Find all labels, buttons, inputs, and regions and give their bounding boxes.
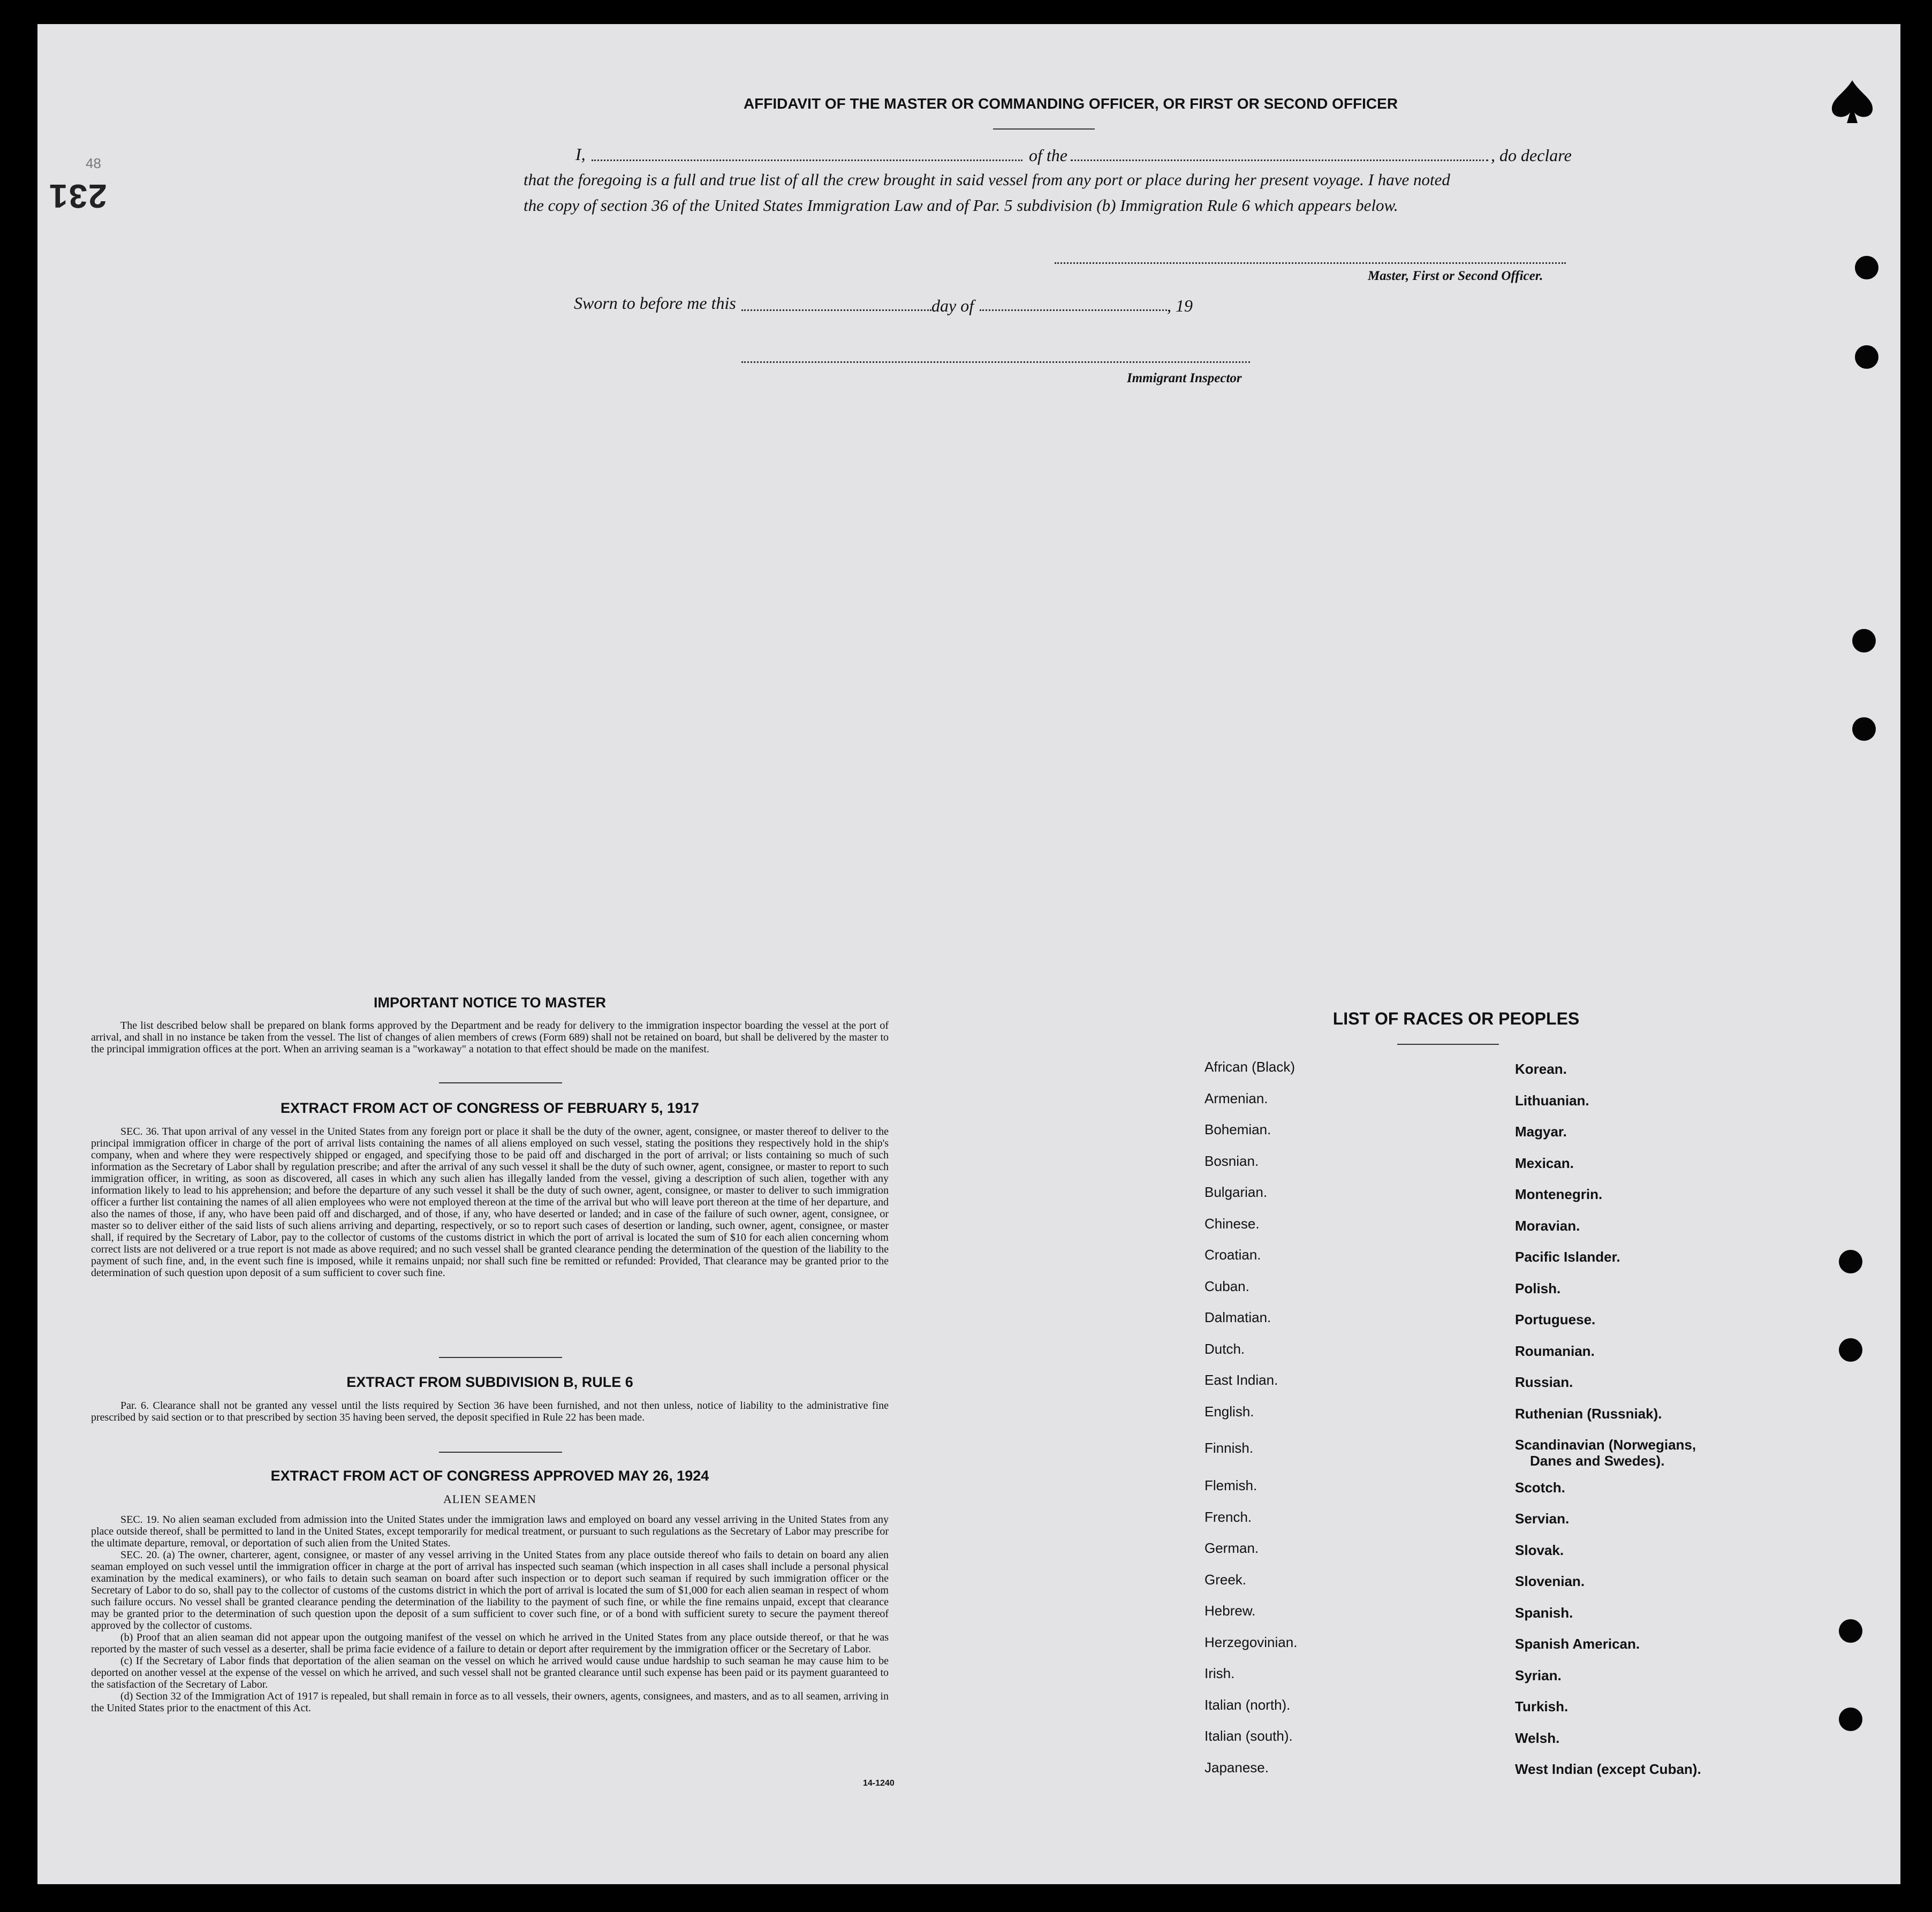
race-item: Roumanian.	[1515, 1343, 1595, 1359]
race-item: Armenian.	[1204, 1090, 1268, 1106]
section-36-paragraph: SEC. 36. That upon arrival of any vessel in the United States from any foreign port or place it shall be the duty of the owner, agent, consignee, or master thereof to deliver to the principal immigration officer in charge of the port of arrival lists containing the names of all aliens employed on such vessel, stating the positions they respectively hold in the ship's company, when and where they were respectively shipped or engaged, and specifying those to be paid off and discharged in the port of arrival; or lists containing so much of such information as the Secretary of Labor shall by regulation prescribe; and after the arrival of any such vessel it shall be the duty of such owner, agent, consignee, or master to report to such immigration officer, in writing, as soon as discovered, all cases in which any such alien has illegally landed from the vessel, giving a description of such alien, together with any information likely to lead to his apprehension; and before the departure of any such vessel it shall be the duty of such owner, agent, consignee, or master to deliver to such immigration officer a further list containing the names of all alien employees who were not employed thereon at the time of the arrival but who will leave port thereon at the time of her departure, and also the names of those, if any, who have been paid off and discharged, and of those, if any, who have deserted or landed; and in case of the failure of such owner, agent, consignee, or master so to deliver either of the said lists of such aliens arriving and departing, respectively, or so to report such cases of desertion or landing, such owner, agent, consignee, or master shall, if required by the Secretary of Labor, pay to the collector of customs of the customs district in which the port of arrival is located the sum of $10 for each alien concerning whom correct lists are not delivered or a true report is not made as above required; and no such vessel shall be granted clearance pending the determination of the question of the liability to the payment of such fine, and, in the event such fine is imposed, while it remains unpaid; nor shall such fine be remitted or refunded: Provided, That clearance may be granted prior to the determination of such question upon deposit of a sum sufficient to cover such fine.	[91, 1126, 889, 1279]
race-item: Polish.	[1515, 1280, 1561, 1296]
race-item: Spanish American.	[1515, 1636, 1640, 1652]
divider	[993, 128, 1095, 130]
inspector-signature-field[interactable]	[741, 361, 1250, 363]
vessel-field[interactable]	[1071, 160, 1488, 161]
race-item: Cuban.	[1204, 1278, 1249, 1294]
race-item: Montenegrin.	[1515, 1186, 1603, 1202]
race-item: Russian.	[1515, 1374, 1573, 1390]
race-item: Ruthenian (Russniak).	[1515, 1406, 1662, 1422]
affidavit-line3: the copy of section 36 of the United States Immigration Law and of Par. 5 subdivision (b) Immigration Rule 6 which appears below.	[524, 196, 1398, 215]
race-item: Bohemian.	[1204, 1121, 1271, 1137]
race-item: Danes and Swedes).	[1530, 1453, 1665, 1469]
section-20c-paragraph: (c) If the Secretary of Labor finds that deportation of the alien seaman on the vessel on which he arrived would cause undue hardship to such seaman he may cause him to be deported on another vessel at the expense of the vessel on which he arrived, and such vessel shall not be granted clearance until such expense has been paid or its payment guaranteed to the satisfaction of the Secretary of Labor.	[91, 1655, 889, 1690]
race-item: Magyar.	[1515, 1124, 1567, 1140]
par-6-paragraph: Par. 6. Clearance shall not be granted any vessel until the lists required by Section 36 have been furnished, and not then unless, notice of liability to the administrative fine prescribed by said section or to that prescribed by section 35 having been served, the deposit specified in Rule 22 has been made.	[91, 1400, 889, 1423]
race-item: Dalmatian.	[1204, 1309, 1271, 1325]
race-item: Pacific Islander.	[1515, 1249, 1620, 1265]
race-item: Irish.	[1204, 1665, 1235, 1681]
binder-hole	[1855, 256, 1878, 279]
spade-mark-icon	[1831, 80, 1874, 123]
binder-hole	[1852, 629, 1876, 652]
inspector-label: Immigrant Inspector	[1127, 371, 1242, 385]
notice-title: IMPORTANT NOTICE TO MASTER	[374, 995, 606, 1011]
race-item: French.	[1204, 1509, 1252, 1525]
race-item: Scandinavian (Norwegians,	[1515, 1437, 1696, 1453]
signature-field[interactable]	[1055, 262, 1566, 264]
race-item: Slovenian.	[1515, 1573, 1585, 1589]
race-item: Korean.	[1515, 1061, 1567, 1077]
divider	[1397, 1044, 1499, 1045]
sworn-month-field[interactable]	[980, 309, 1167, 311]
race-item: Portuguese.	[1515, 1311, 1596, 1327]
section-20d-paragraph: (d) Section 32 of the Immigration Act of 1917 is repealed, but shall remain in force as to all vessels, their owners, agents, consignees, and masters, and as to all seamen, arriving in the United States prior to the enactment of this Act.	[91, 1690, 889, 1714]
race-item: Italian (south).	[1204, 1728, 1293, 1744]
sworn-day-field[interactable]	[741, 309, 931, 311]
races-title: LIST OF RACES OR PEOPLES	[1332, 1009, 1580, 1028]
extract-rule6-title: EXTRACT FROM SUBDIVISION B, RULE 6	[346, 1374, 633, 1390]
race-item: Bosnian.	[1204, 1153, 1259, 1169]
affidavit-of-the: of the	[1029, 146, 1067, 165]
binder-hole	[1839, 1708, 1862, 1731]
race-item: Italian (north).	[1204, 1697, 1291, 1713]
divider	[439, 1082, 562, 1083]
race-item: East Indian.	[1204, 1372, 1278, 1388]
race-item: Servian.	[1515, 1511, 1570, 1527]
race-item: Chinese.	[1204, 1216, 1260, 1232]
binder-hole	[1839, 1338, 1862, 1362]
affidavit-title: AFFIDAVIT OF THE MASTER OR COMMANDING OFFICER, OR FIRST OR SECOND OFFICER	[743, 95, 1398, 112]
race-item: West Indian (except Cuban).	[1515, 1761, 1701, 1777]
race-item: Dutch.	[1204, 1341, 1245, 1357]
race-item: Welsh.	[1515, 1730, 1560, 1746]
section-20a-paragraph: SEC. 20. (a) The owner, charterer, agent, consignee, or master of any vessel arriving in the United States from any place outside thereof who fails to detain on board any alien seaman employed on such vessel until the immigration officer in charge at the port of arrival has inspected such seaman (which inspection in all cases shall include a personal physical examination by the medical examiners), or who fails to detain such seaman on board after such inspection or to deport such seaman if required by such immigration officer or the Secretary of Labor to do so, shall pay to the collector of customs of the customs district in which the port of arrival is located the sum of $1,000 for each alien seaman in respect of whom such failure occurs. No vessel shall be granted clearance pending the determination of the liability to the payment of such fine, or while the fine remains unpaid, except that clearance may be granted prior to the determination of such question upon the deposit of a sum sufficient to cover such fine, or of a bond with sufficient surety to secure the payment thereof approved by the collector of customs.	[91, 1549, 889, 1632]
notice-paragraph: The list described below shall be prepared on blank forms approved by the Department and be ready for delivery to the immigration inspector boarding the vessel at the port of arrival, and shall in no instance be taken from the vessel. The list of changes of alien members of crews (Form 689) shall not be retained on board, but shall be delivered by the master to the principal immigration offices at the port. When an arriving seaman is a "workaway" a notation to that effect should be made on the manifest.	[91, 1020, 889, 1055]
race-item: Moravian.	[1515, 1218, 1580, 1234]
binder-hole	[1855, 345, 1878, 369]
sworn-prefix: Sworn to before me this	[574, 293, 736, 313]
notice-text	[91, 1020, 889, 1055]
race-item: Lithuanian.	[1515, 1092, 1589, 1109]
binder-hole	[1839, 1250, 1862, 1273]
affidavit-i: I,	[575, 145, 586, 164]
race-item: Finnish.	[1204, 1440, 1254, 1456]
race-item: Bulgarian.	[1204, 1184, 1268, 1200]
race-item: African (Black)	[1204, 1059, 1295, 1075]
race-item: English.	[1204, 1403, 1254, 1420]
race-item: Turkish.	[1515, 1698, 1569, 1714]
race-item: Spanish.	[1515, 1605, 1573, 1621]
section-19-paragraph: SEC. 19. No alien seaman excluded from admission into the United States under the immigration laws and employed on board any vessel arriving in the United States from any place outside thereof, shall be permitted to land in the United States, except temporarily for medical treatment, or pursuant to such regulations as the Secretary of Labor may prescribe for the ultimate departure, removal, or deportation of such alien from the United States.	[91, 1514, 889, 1549]
race-item: German.	[1204, 1540, 1259, 1556]
divider	[439, 1452, 562, 1453]
extract-rule6-text	[91, 1400, 889, 1423]
race-item: Mexican.	[1515, 1155, 1574, 1171]
form-number: 14-1240	[863, 1779, 895, 1788]
extract-1917-title: EXTRACT FROM ACT OF CONGRESS OF FEBRUARY 5, 1917	[280, 1100, 700, 1116]
race-item: Greek.	[1204, 1572, 1247, 1588]
page-number: 231	[48, 177, 107, 214]
race-item: Croatian.	[1204, 1247, 1261, 1263]
sworn-year: , 19	[1167, 296, 1193, 315]
sworn-day-of: day of	[931, 296, 974, 315]
affidavit-declare: , do declare	[1491, 146, 1572, 165]
binder-hole	[1839, 1619, 1862, 1643]
race-item: Herzegovinian.	[1204, 1634, 1298, 1650]
margin-stamp: 48	[86, 155, 101, 171]
alien-seamen-subtitle: ALIEN SEAMEN	[443, 1492, 536, 1506]
extract-1924-text	[91, 1514, 889, 1714]
race-item: Japanese.	[1204, 1759, 1269, 1776]
binder-hole	[1852, 717, 1876, 741]
signature-label: Master, First or Second Officer.	[1368, 269, 1543, 283]
extract-1924-title: EXTRACT FROM ACT OF CONGRESS APPROVED MAY 26, 1924	[270, 1468, 709, 1484]
race-item: Hebrew.	[1204, 1603, 1256, 1619]
race-item: Scotch.	[1515, 1479, 1565, 1496]
race-item: Flemish.	[1204, 1477, 1257, 1493]
section-20b-paragraph: (b) Proof that an alien seaman did not appear upon the outgoing manifest of the vessel on which he arrived in the United States from any place outside thereof, or that he was reported by the master of such vessel as a deserter, shall be prima facie evidence of a failure to detain or deport after requirement by the immigration officer or the Secretary of Labor.	[91, 1632, 889, 1655]
race-item: Syrian.	[1515, 1667, 1562, 1683]
race-item: Slovak.	[1515, 1542, 1564, 1558]
extract-1917-text	[91, 1126, 889, 1279]
affidavit-line2: that the foregoing is a full and true list of all the crew brought in said vessel from any port or place during her present voyage. I have noted	[524, 170, 1450, 189]
name-field[interactable]	[592, 160, 1022, 161]
divider	[439, 1357, 562, 1358]
